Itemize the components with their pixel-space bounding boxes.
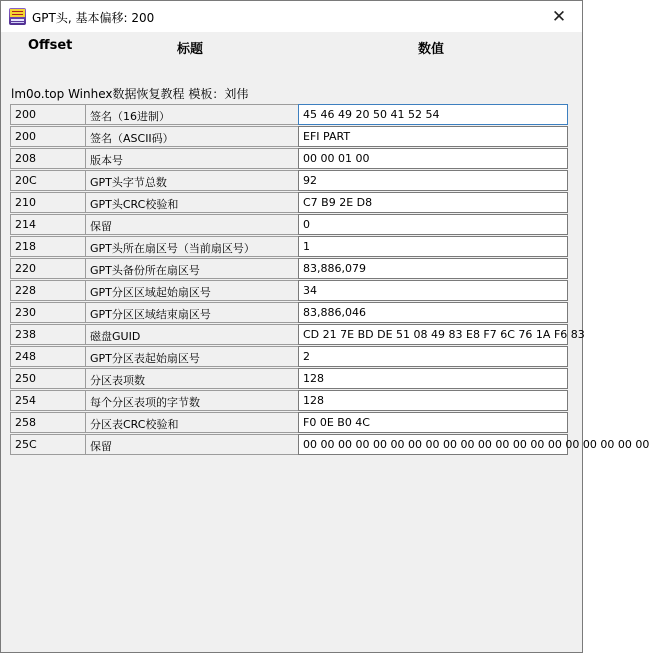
title-cell: GPT分区区域结束扇区号 [85,302,299,323]
offset-cell: 208 [10,148,86,169]
value-field[interactable]: EFI PART [298,126,568,147]
offset-cell: 248 [10,346,86,367]
offset-cell: 230 [10,302,86,323]
column-header-offset: Offset [28,38,73,53]
value-field[interactable]: 83,886,046 [298,302,568,323]
offset-cell: 238 [10,324,86,345]
window-title: GPT头, 基本偏移: 200 [32,11,155,25]
title-cell: 分区表项数 [85,368,299,389]
offset-cell: 250 [10,368,86,389]
template-subtitle: lm0o.top Winhex数据恢复教程 模板：刘伟 [11,87,249,101]
offset-cell: 214 [10,214,86,235]
value-field[interactable]: 92 [298,170,568,191]
title-cell: 版本号 [85,148,299,169]
offset-cell: 220 [10,258,86,279]
title-cell: 每个分区表项的字节数 [85,390,299,411]
value-field[interactable]: C7 B9 2E D8 [298,192,568,213]
offset-cell: 218 [10,236,86,257]
title-cell: GPT分区表起始扇区号 [85,346,299,367]
winhex-app-icon [9,8,26,25]
close-button[interactable] [536,1,582,32]
offset-cell: 200 [10,126,86,147]
value-field[interactable]: 128 [298,390,568,411]
column-header-title: 标题 [177,42,204,57]
value-field[interactable]: 0 [298,214,568,235]
offset-cell: 25C [10,434,86,455]
title-cell: 签名（16进制） [85,104,299,125]
title-cell: GPT头CRC校验和 [85,192,299,213]
offset-cell: 254 [10,390,86,411]
value-field[interactable]: 00 00 01 00 [298,148,568,169]
offset-cell: 228 [10,280,86,301]
value-field[interactable]: CD 21 7E BD DE 51 08 49 83 E8 F7 6C 76 1A F6 83 [298,324,568,345]
title-bar [1,1,582,32]
value-field[interactable]: 45 46 49 20 50 41 52 54 [298,104,568,125]
close-icon: ✕ [551,6,567,27]
value-field[interactable]: 34 [298,280,568,301]
title-cell: 保留 [85,214,299,235]
value-field[interactable]: 2 [298,346,568,367]
value-field[interactable]: 00 00 00 00 00 00 00 00 00 00 00 00 00 00 00 00 00 00 00 00 [298,434,568,455]
value-field[interactable]: 128 [298,368,568,389]
value-field[interactable]: F0 0E B0 4C [298,412,568,433]
offset-cell: 20C [10,170,86,191]
title-cell: 分区表CRC校验和 [85,412,299,433]
title-cell: 保留 [85,434,299,455]
offset-cell: 258 [10,412,86,433]
title-cell: GPT头所在扇区号（当前扇区号） [85,236,299,257]
title-cell: GPT头字节总数 [85,170,299,191]
column-header-value: 数值 [418,42,445,57]
value-field[interactable]: 83,886,079 [298,258,568,279]
value-field[interactable]: 1 [298,236,568,257]
title-cell: GPT分区区域起始扇区号 [85,280,299,301]
title-cell: GPT头备份所在扇区号 [85,258,299,279]
title-cell: 磁盘GUID [85,324,299,345]
offset-cell: 210 [10,192,86,213]
offset-cell: 200 [10,104,86,125]
title-cell: 签名（ASCII码） [85,126,299,147]
